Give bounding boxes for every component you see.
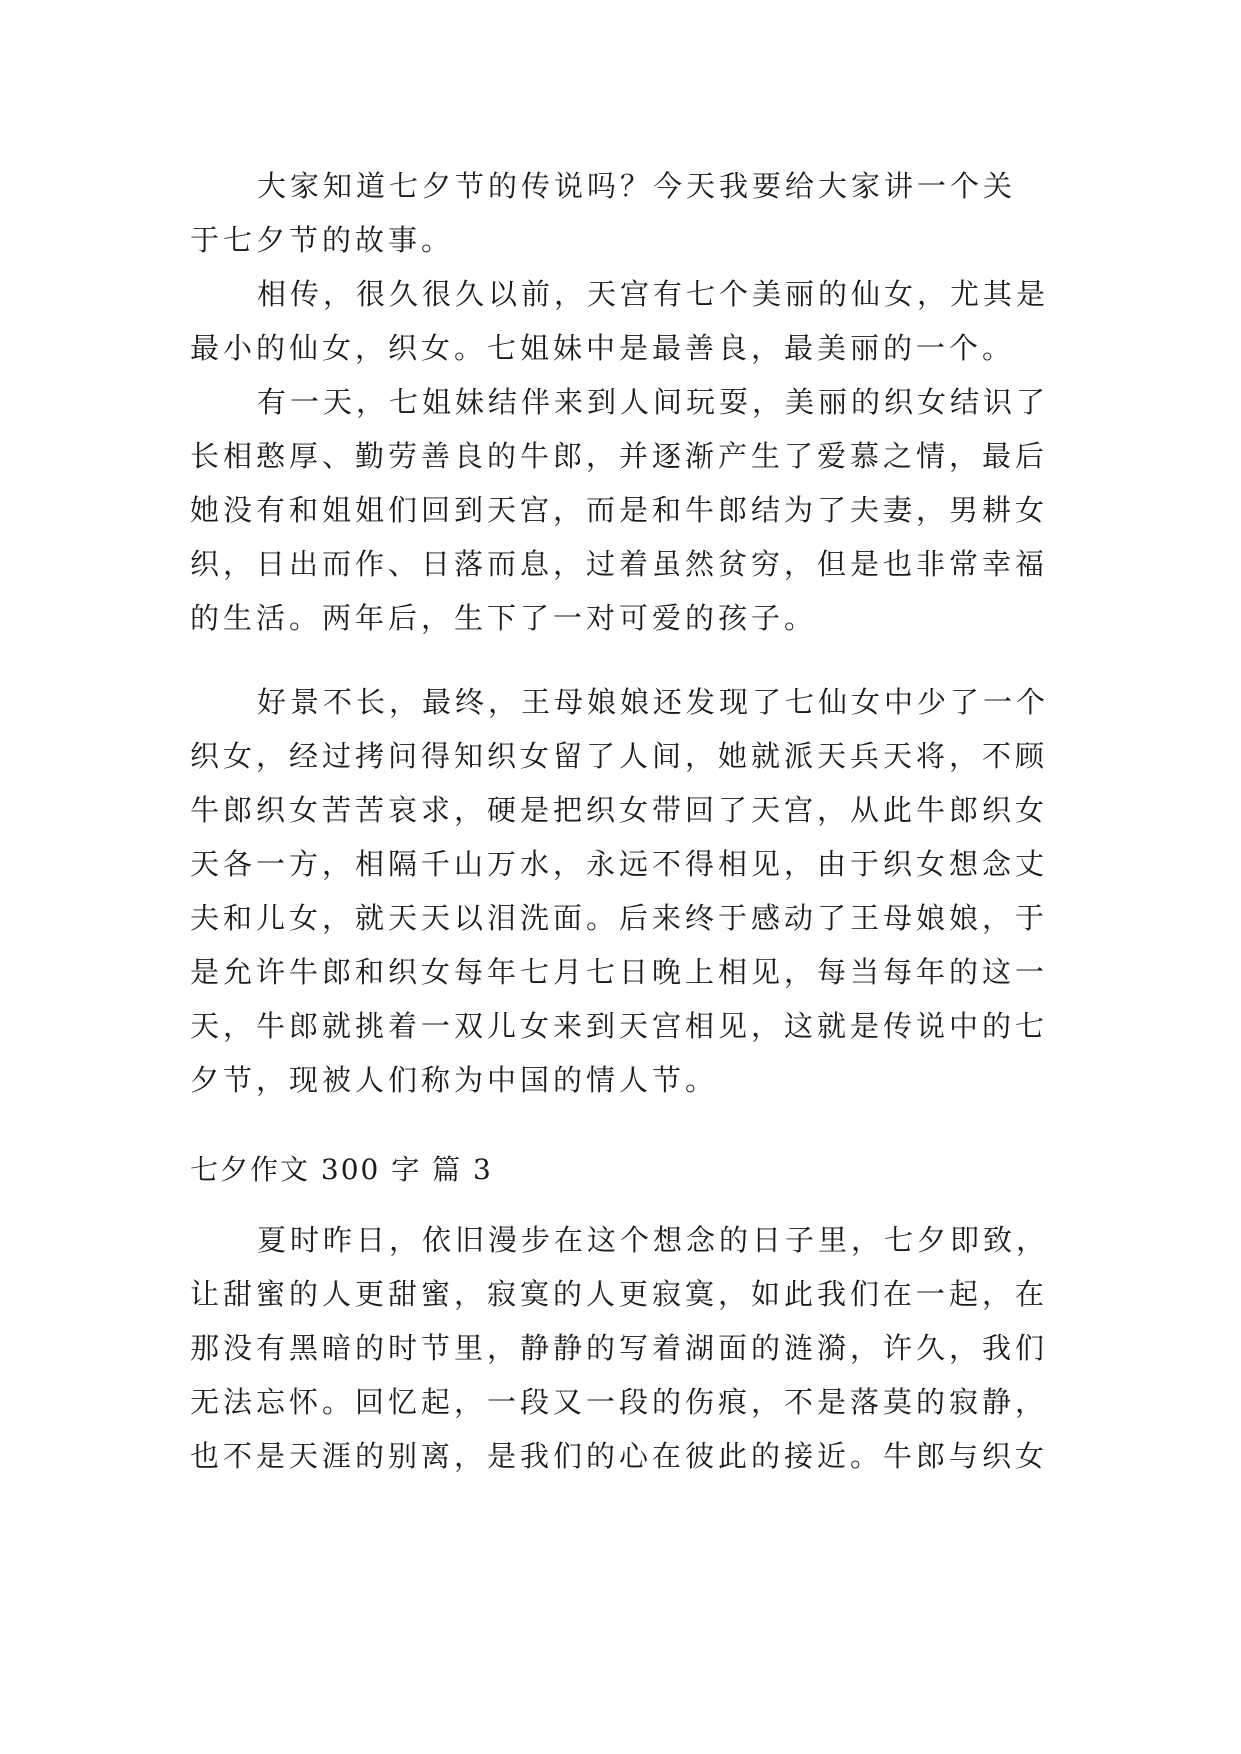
text-line: 无法忘怀。回忆起，一段又一段的伤痕，不是落莫的寂静， [190, 1385, 1049, 1419]
text-line: 大家知道七夕节的传说吗？今天我要给大家讲一个关 [257, 169, 1017, 203]
text-line: 是允许牛郎和织女每年七月七日晚上相见，每当每年的这一 [190, 955, 1049, 989]
text-line: 也不是天涯的别离，是我们的心在彼此的接近。牛郎与织女 [190, 1439, 1049, 1473]
text-line: 长相憨厚、勤劳善良的牛郎，并逐渐产生了爱慕之情，最后 [190, 439, 1049, 473]
text-line: 夕节，现被人们称为中国的情人节。 [190, 1063, 719, 1097]
text-line: 让甜蜜的人更甜蜜，寂寞的人更寂寞，如此我们在一起，在 [190, 1277, 1049, 1311]
text-line: 好景不长，最终，王母娘娘还发现了七仙女中少了一个 [257, 685, 1050, 719]
text-line: 天，牛郎就挑着一双儿女来到天宫相见，这就是传说中的七 [190, 1009, 1049, 1043]
text-line: 于七夕节的故事。 [190, 223, 455, 257]
text-line: 牛郎织女苦苦哀求，硬是把织女带回了天宫，从此牛郎织女 [190, 793, 1049, 827]
text-line: 夏时昨日，依旧漫步在这个想念的日子里，七夕即致， [257, 1223, 1050, 1257]
text-line: 她没有和姐姐们回到天宫，而是和牛郎结为了夫妻，男耕女 [190, 493, 1049, 527]
text-line: 织，日出而作、日落而息，过着虽然贫穷，但是也非常幸福 [190, 547, 1049, 581]
text-line: 相传，很久很久以前，天宫有七个美丽的仙女，尤其是 [257, 277, 1050, 311]
text-line: 夫和儿女，就天天以泪洗面。后来终于感动了王母娘娘，于 [190, 901, 1049, 935]
text-line: 织女，经过拷问得知织女留了人间，她就派天兵天将，不顾 [190, 739, 1049, 773]
text-line: 的生活。两年后，生下了一对可爱的孩子。 [190, 601, 818, 635]
text-line: 最小的仙女，织女。七姐妹中是最善良，最美丽的一个。 [190, 331, 1016, 365]
text-line: 那没有黑暗的时节里，静静的写着湖面的涟漪，许久，我们 [190, 1331, 1049, 1365]
text-line: 天各一方，相隔千山万水，永远不得相见，由于织女想念丈 [190, 847, 1049, 881]
section-heading: 七夕作文 300 字 篇 3 [190, 1153, 493, 1186]
text-line: 有一天，七姐妹结伴来到人间玩耍，美丽的织女结识了 [257, 385, 1050, 419]
